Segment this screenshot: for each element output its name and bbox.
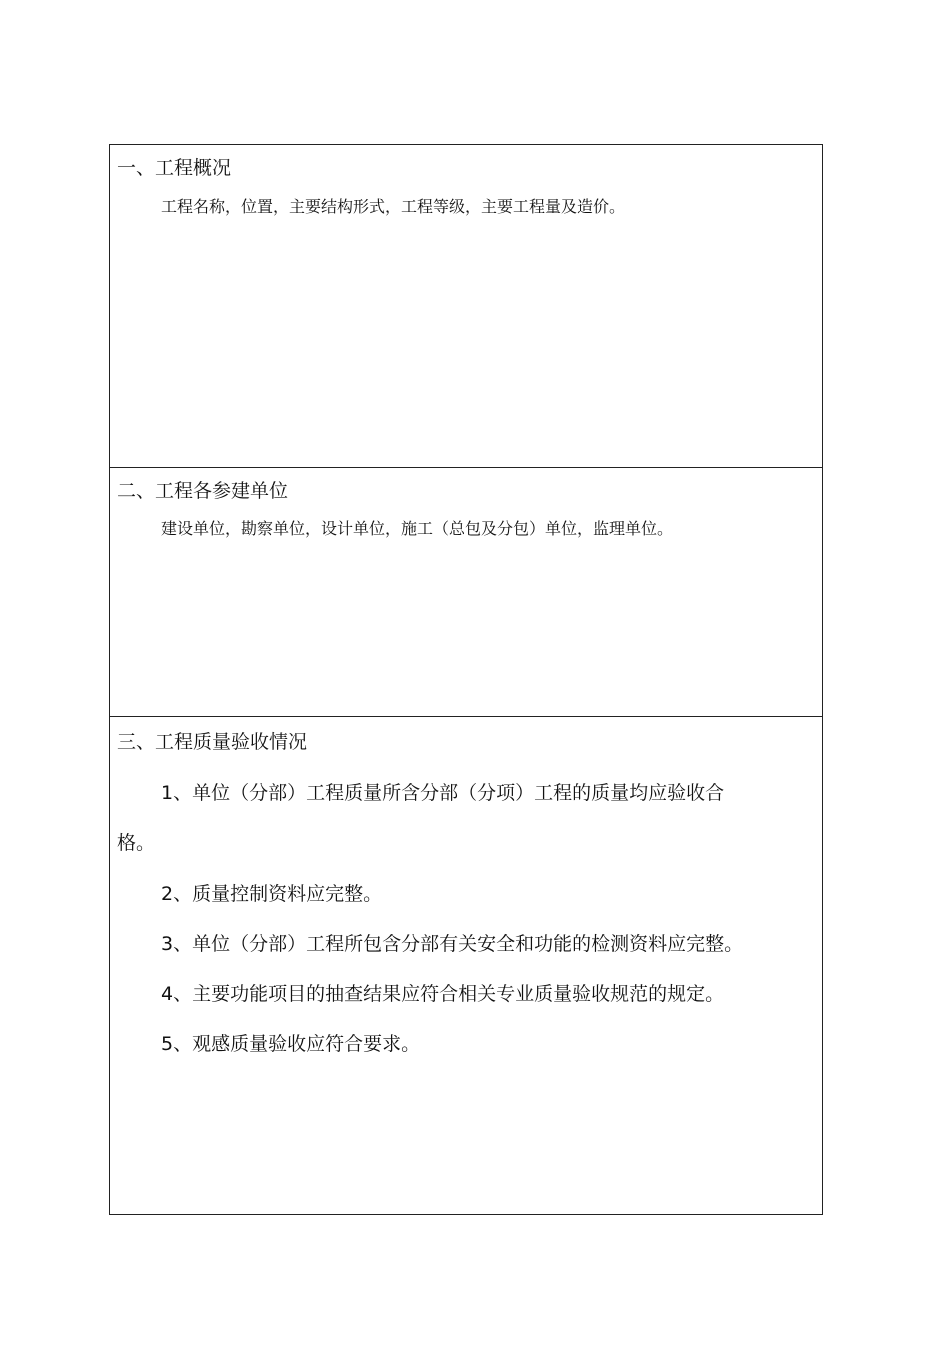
requirement-item-3: 3、单位（分部）工程所包含分部有关安全和功能的检测资料应完整。 (161, 933, 744, 955)
requirement-item-2: 2、质量控制资料应完整。 (161, 883, 383, 905)
section-description: 建设单位，勘察单位，设计单位，施工（总包及分包）单位，监理单位。 (161, 519, 674, 538)
requirement-item-5: 5、观感质量验收应符合要求。 (161, 1033, 421, 1055)
section-project-overview (110, 145, 822, 468)
section-heading: 二、工程各参建单位 (117, 480, 289, 502)
inspection-form-table (109, 144, 823, 1215)
requirement-item-1: 1、单位（分部）工程质量所含分部（分项）工程的质量均应验收合 (161, 782, 725, 804)
section-heading: 三、工程质量验收情况 (117, 731, 308, 753)
section-description: 工程名称，位置，主要结构形式，工程等级，主要工程量及造价。 (161, 197, 626, 216)
section-participating-units (110, 468, 822, 717)
requirement-item-1-continuation: 格。 (117, 832, 156, 854)
requirement-item-4: 4、主要功能项目的抽查结果应符合相关专业质量验收规范的规定。 (161, 983, 725, 1005)
section-quality-acceptance (110, 717, 822, 1214)
section-heading: 一、工程概况 (117, 157, 232, 179)
